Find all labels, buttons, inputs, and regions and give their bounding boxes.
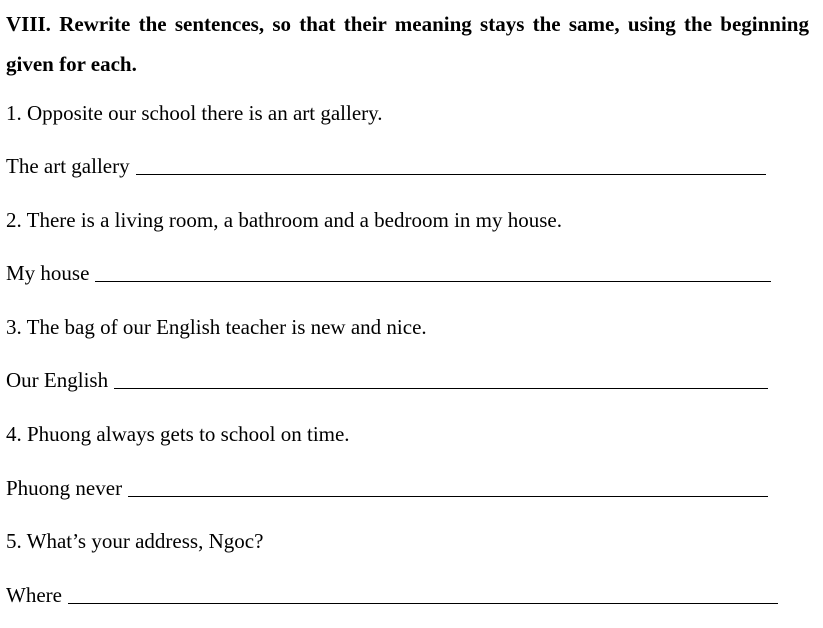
answer-start-2: My house — [6, 261, 90, 285]
worksheet — [6, 0, 809, 628]
answer-blank-5[interactable] — [68, 602, 778, 604]
answer-blank-1[interactable] — [136, 173, 766, 175]
answer-start-4: Phuong never — [6, 476, 123, 500]
answer-row-3 — [6, 366, 768, 394]
answer-row-2 — [6, 259, 771, 287]
exercise-heading: VIII. Rewrite the sentences, so that their meaning stays the same, using the beginning given for each. — [6, 12, 809, 76]
sentence-3: 3. The bag of our English teacher is new and nice. — [6, 315, 427, 339]
answer-blank-2[interactable] — [95, 280, 771, 282]
answer-row-1 — [6, 152, 766, 180]
sentence-4: 4. Phuong always gets to school on time. — [6, 422, 350, 446]
answer-start-5: Where — [6, 583, 62, 607]
sentence-2: 2. There is a living room, a bathroom and a bedroom in my house. — [6, 208, 562, 232]
answer-blank-3[interactable] — [114, 387, 768, 389]
sentence-5: 5. What’s your address, Ngoc? — [6, 529, 264, 553]
answer-row-4 — [6, 474, 768, 502]
answer-start-3: Our English — [6, 368, 109, 392]
sentence-1: 1. Opposite our school there is an art gallery. — [6, 101, 383, 125]
answer-start-1: The art gallery — [6, 154, 130, 178]
answer-row-5 — [6, 581, 778, 609]
answer-blank-4[interactable] — [128, 495, 768, 497]
